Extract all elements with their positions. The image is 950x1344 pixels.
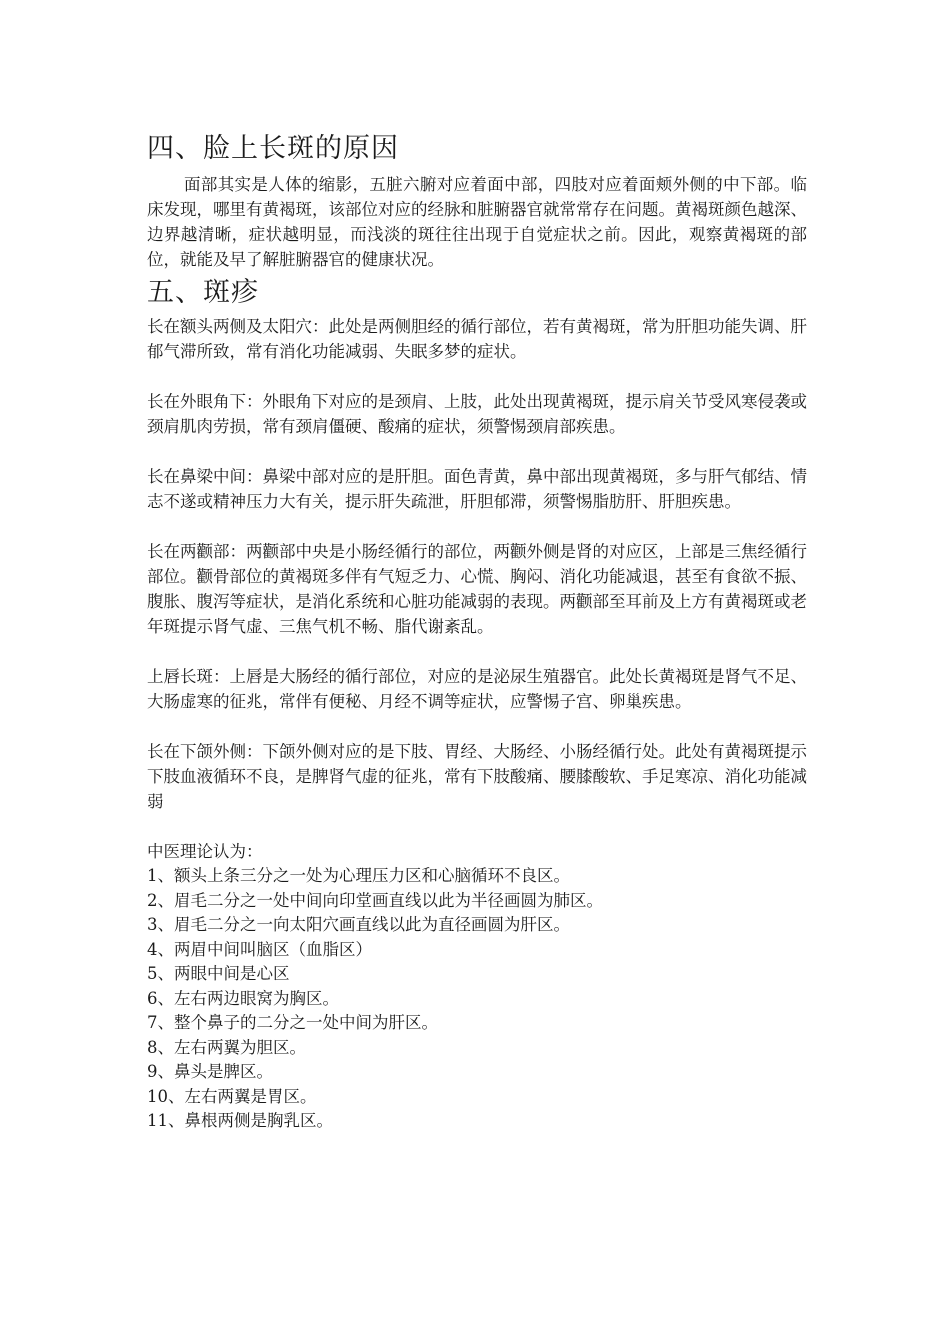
section-4-title: 四、脸上长斑的原因: [147, 133, 399, 164]
list-item: 1、额头上条三分之一处为心理压力区和心脑循环不良区。: [147, 866, 570, 885]
list-item: 6、左右两边眼窝为胸区。: [147, 988, 339, 1008]
list-item: 5、两眼中间是心区: [147, 964, 290, 983]
tcm-intro: 中医理论认为：: [147, 842, 263, 861]
section-5-title: 五、斑疹: [147, 277, 259, 308]
section-4-body: 面部其实是人体的缩影，五脏六腑对应着面中部，四肢对应着面颊外侧的中下部。临床发现，哪里有黄褐斑，该部位对应的经脉和脏腑器官就常常存在问题。黄褐斑颜色越深、边界越清晰，症状越明显，而浅淡的斑往往出现于自觉症状之前。因此，观察黄褐斑的部位，就能及早了解脏腑器官的健康状况。: [147, 175, 807, 269]
paragraph-outer-eye-corner: 长在外眼角下：外眼角下对应的是颈肩、上肢，此处出现黄褐斑，提示肩关节受风寒侵袭或颈肩肌肉劳损，常有颈肩僵硬、酸痛的症状，须警惕颈肩部疾患。: [147, 392, 807, 436]
list-item: 10、左右两翼是胃区。: [147, 1086, 317, 1106]
list-item: 11、鼻根两侧是胸乳区。: [147, 1111, 333, 1130]
list-item: 3、眉毛二分之一向太阳穴画直线以此为直径画圆为肝区。: [147, 915, 570, 934]
list-item: 2、眉毛二分之一处中间向印堂画直线以此为半径画圆为肺区。: [147, 890, 603, 910]
list-item: 8、左右两翼为胆区。: [147, 1037, 306, 1057]
paragraph-forehead-temples: 长在额头两侧及太阳穴：此处是两侧胆经的循行部位，若有黄褐斑，常为肝胆功能失调、肝郁气滞所致，常有消化功能减弱、失眠多梦的症状。: [147, 317, 807, 361]
list-item: 4、两眉中间叫脑区（血脂区）: [147, 939, 372, 959]
list-item: 9、鼻头是脾区。: [147, 1062, 273, 1081]
paragraph-jaw: 长在下颌外侧：下颌外侧对应的是下肢、胃经、大肠经、小肠经循行处。此处有黄褐斑提示下肢血液循环不良，是脾肾气虚的征兆，常有下肢酸痛、腰膝酸软、手足寒凉、消化功能减弱: [147, 742, 807, 811]
paragraph-cheekbones: 长在两颧部：两颧部中央是小肠经循行的部位，两颧外侧是肾的对应区，上部是三焦经循行部位。颧骨部位的黄褐斑多伴有气短乏力、心慌、胸闷、消化功能减退，甚至有食欲不振、腹胀、腹泻等症状，是消化系统和心脏功能减弱的表现。两颧部至耳前及上方有黄褐斑或老年斑提示肾气虚、三焦气机不畅、脂代谢紊乱。: [147, 542, 807, 636]
list-item: 7、整个鼻子的二分之一处中间为肝区。: [147, 1013, 438, 1032]
paragraph-nose-bridge: 长在鼻梁中间：鼻梁中部对应的是肝胆。面色青黄，鼻中部出现黄褐斑，多与肝气郁结、情志不遂或精神压力大有关，提示肝失疏泄，肝胆郁滞，须警惕脂肪肝、肝胆疾患。: [147, 467, 807, 511]
document-page: [147, 132, 807, 1134]
tcm-list: [147, 864, 807, 1134]
paragraph-upper-lip: 上唇长斑：上唇是大肠经的循行部位，对应的是泌尿生殖器官。此处长黄褐斑是肾气不足、大肠虚寒的征兆，常伴有便秘、月经不调等症状，应警惕子宫、卵巢疾患。: [147, 667, 807, 711]
